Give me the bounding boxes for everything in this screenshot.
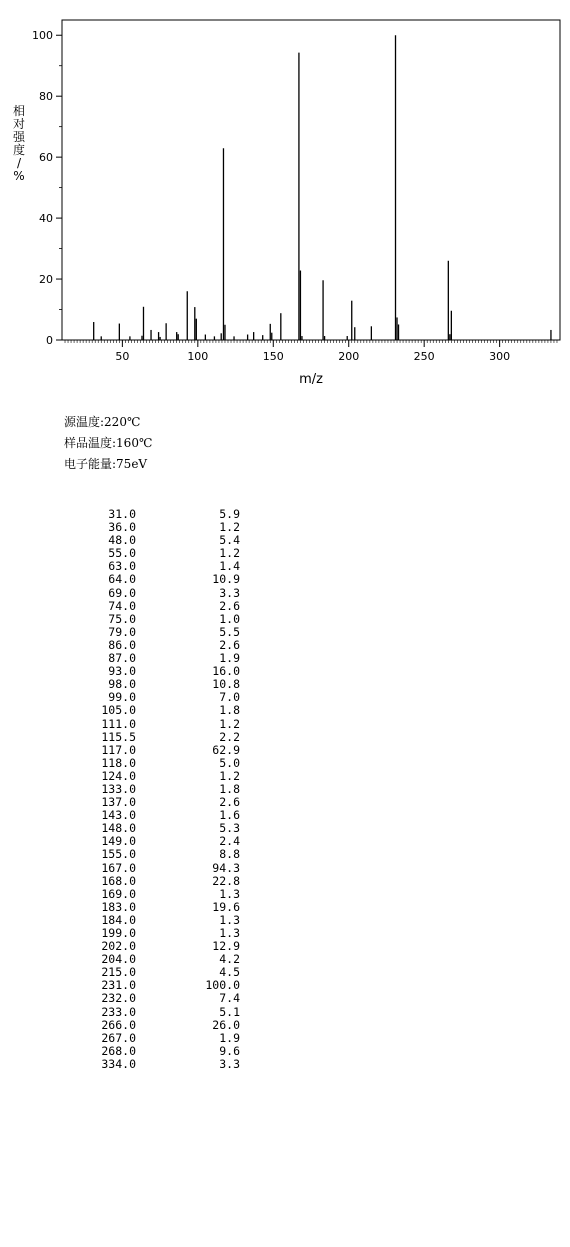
relative-intensity-value: 4.5: [219, 965, 240, 980]
relative-intensity-value: 94.3: [212, 860, 240, 875]
peak-row: [60, 1032, 240, 1045]
peak-row: [60, 534, 240, 547]
mz-value: 199.0: [101, 926, 136, 940]
acquisition-conditions: [64, 412, 152, 475]
relative-intensity-value: 1.3: [219, 926, 240, 940]
mz-value: 36.0: [108, 520, 136, 535]
y-tick-label: 60: [39, 151, 53, 165]
mz-value: 184.0: [101, 912, 136, 927]
relative-intensity-value: 1.2: [219, 768, 240, 783]
mz-value: 79.0: [108, 624, 136, 639]
relative-intensity-value: 22.8: [212, 873, 240, 888]
relative-intensity-value: 1.2: [219, 546, 240, 561]
peak-list-table: [60, 508, 240, 1071]
mz-value: 148.0: [101, 821, 136, 836]
mz-value: 137.0: [101, 795, 136, 810]
peak-row: [60, 822, 240, 835]
mz-value: 268.0: [101, 1043, 136, 1058]
peak-row: [60, 953, 240, 966]
peak-row: [60, 521, 240, 534]
relative-intensity-value: 5.9: [219, 507, 240, 521]
relative-intensity-value: 5.4: [219, 533, 240, 548]
mz-value: 63.0: [108, 559, 136, 574]
x-axis-label: m/z: [299, 372, 323, 387]
peak-row: [60, 1019, 240, 1032]
relative-intensity-value: 5.1: [219, 1004, 240, 1019]
mz-value: 169.0: [101, 886, 136, 901]
mz-value: 143.0: [101, 808, 136, 823]
mz-value: 149.0: [101, 834, 136, 849]
peak-row: [60, 940, 240, 953]
peak-row: [60, 1045, 240, 1058]
peak-row: [60, 992, 240, 1005]
mz-value: 202.0: [101, 939, 136, 954]
relative-intensity-value: 2.6: [219, 637, 240, 652]
mz-value: 204.0: [101, 952, 136, 967]
relative-intensity-value: 1.2: [219, 520, 240, 535]
relative-intensity-value: 2.2: [219, 729, 240, 744]
peak-row: [60, 901, 240, 914]
relative-intensity-value: 12.9: [212, 939, 240, 954]
peak-row: [60, 783, 240, 796]
x-tick-label: 300: [489, 350, 511, 363]
peak-row: [60, 731, 240, 744]
peak-row: [60, 613, 240, 626]
relative-intensity-value: 7.4: [219, 991, 240, 1006]
relative-intensity-value: 2.4: [219, 834, 240, 849]
peak-row: [60, 770, 240, 783]
peak-row: [60, 587, 240, 600]
peak-row: [60, 600, 240, 613]
peak-row: [60, 626, 240, 639]
peak-row: [60, 757, 240, 770]
peak-row: [60, 573, 240, 586]
peak-row: [60, 848, 240, 861]
peak-row: [60, 744, 240, 757]
x-tick-label: 50: [115, 350, 130, 363]
peak-row: [60, 704, 240, 717]
peak-row: [60, 639, 240, 652]
relative-intensity-value: 3.3: [219, 1056, 240, 1071]
mz-value: 111.0: [101, 716, 136, 731]
peak-row: [60, 888, 240, 901]
relative-intensity-value: 1.2: [219, 716, 240, 731]
mz-value: 74.0: [108, 598, 136, 613]
electron-energy: 电子能量:75eV: [64, 457, 148, 471]
peak-row: [60, 914, 240, 927]
relative-intensity-value: 16.0: [212, 664, 240, 679]
relative-intensity-value: 1.0: [219, 611, 240, 626]
mz-value: 183.0: [101, 899, 136, 914]
y-tick-label: 80: [39, 90, 53, 104]
peak-row: [60, 979, 240, 992]
relative-intensity-value: 2.6: [219, 598, 240, 613]
x-tick-label: 200: [338, 350, 360, 363]
mz-value: 231.0: [101, 978, 136, 993]
relative-intensity-value: 1.3: [219, 912, 240, 927]
relative-intensity-value: 5.5: [219, 624, 240, 639]
relative-intensity-value: 3.3: [219, 585, 240, 600]
relative-intensity-value: 9.6: [219, 1043, 240, 1058]
relative-intensity-value: 7.0: [219, 690, 240, 705]
peak-row: [60, 809, 240, 822]
mz-value: 117.0: [101, 742, 136, 757]
peak-row: [60, 875, 240, 888]
mz-value: 232.0: [101, 991, 136, 1006]
mz-value: 55.0: [108, 546, 136, 561]
peak-row: [60, 508, 240, 521]
peak-row: [60, 678, 240, 691]
mz-value: 215.0: [101, 965, 136, 980]
relative-intensity-value: 1.9: [219, 1030, 240, 1045]
mz-value: 124.0: [101, 768, 136, 783]
peak-row: [60, 835, 240, 848]
mz-value: 155.0: [101, 847, 136, 862]
relative-intensity-value: 1.9: [219, 651, 240, 666]
x-tick-label: 250: [413, 350, 435, 363]
peak-row: [60, 547, 240, 560]
mz-value: 64.0: [108, 572, 136, 587]
relative-intensity-value: 1.6: [219, 808, 240, 823]
peak-row: [60, 862, 240, 875]
mz-value: 69.0: [108, 585, 136, 600]
x-tick-label: 100: [187, 350, 209, 363]
y-axis-label: 相对强度/ %: [12, 104, 26, 183]
mz-value: 75.0: [108, 611, 136, 626]
peak-row: [60, 796, 240, 809]
relative-intensity-value: 1.8: [219, 781, 240, 796]
mz-value: 266.0: [101, 1017, 136, 1032]
relative-intensity-value: 5.0: [219, 755, 240, 770]
mz-value: 86.0: [108, 637, 136, 652]
relative-intensity-value: 26.0: [212, 1017, 240, 1032]
peak-row: [60, 718, 240, 731]
relative-intensity-value: 2.6: [219, 795, 240, 810]
relative-intensity-value: 8.8: [219, 847, 240, 862]
spectrum-peaks: [94, 35, 551, 340]
relative-intensity-value: 19.6: [212, 899, 240, 914]
mz-value: 118.0: [101, 755, 136, 770]
y-tick-label: 0: [46, 334, 53, 347]
mz-value: 105.0: [101, 703, 136, 718]
peak-row: [60, 691, 240, 704]
mz-value: 31.0: [108, 507, 136, 521]
relative-intensity-value: 1.4: [219, 559, 240, 574]
mz-value: 133.0: [101, 781, 136, 796]
mz-value: 233.0: [101, 1004, 136, 1019]
y-tick-label: 20: [39, 273, 53, 287]
mz-value: 168.0: [101, 873, 136, 888]
mz-value: 93.0: [108, 664, 136, 679]
relative-intensity-value: 100.0: [205, 978, 240, 993]
mass-spectrum-chart: [0, 0, 570, 400]
relative-intensity-value: 1.3: [219, 886, 240, 901]
peak-row: [60, 1058, 240, 1071]
relative-intensity-value: 1.8: [219, 703, 240, 718]
sample-temperature: 样品温度:160℃: [64, 436, 153, 450]
peak-row: [60, 1006, 240, 1019]
relative-intensity-value: 5.3: [219, 821, 240, 836]
relative-intensity-value: 10.9: [212, 572, 240, 587]
mz-value: 267.0: [101, 1030, 136, 1045]
mz-value: 99.0: [108, 690, 136, 705]
plot-frame: [62, 20, 560, 340]
mz-value: 334.0: [101, 1056, 136, 1071]
x-tick-label: 150: [262, 350, 284, 363]
x-major-ticks: [115, 340, 510, 363]
relative-intensity-value: 4.2: [219, 952, 240, 967]
mz-value: 98.0: [108, 677, 136, 692]
relative-intensity-value: 62.9: [212, 742, 240, 757]
relative-intensity-value: 10.8: [212, 677, 240, 692]
y-tick-label: 40: [39, 212, 53, 226]
mz-value: 115.5: [101, 729, 136, 744]
source-temperature: 源温度:220℃: [64, 415, 141, 429]
mz-value: 167.0: [101, 860, 136, 875]
y-tick-label: 100: [32, 29, 53, 43]
mz-value: 87.0: [108, 651, 136, 666]
y-ticks: [32, 29, 62, 347]
mz-value: 48.0: [108, 533, 136, 548]
